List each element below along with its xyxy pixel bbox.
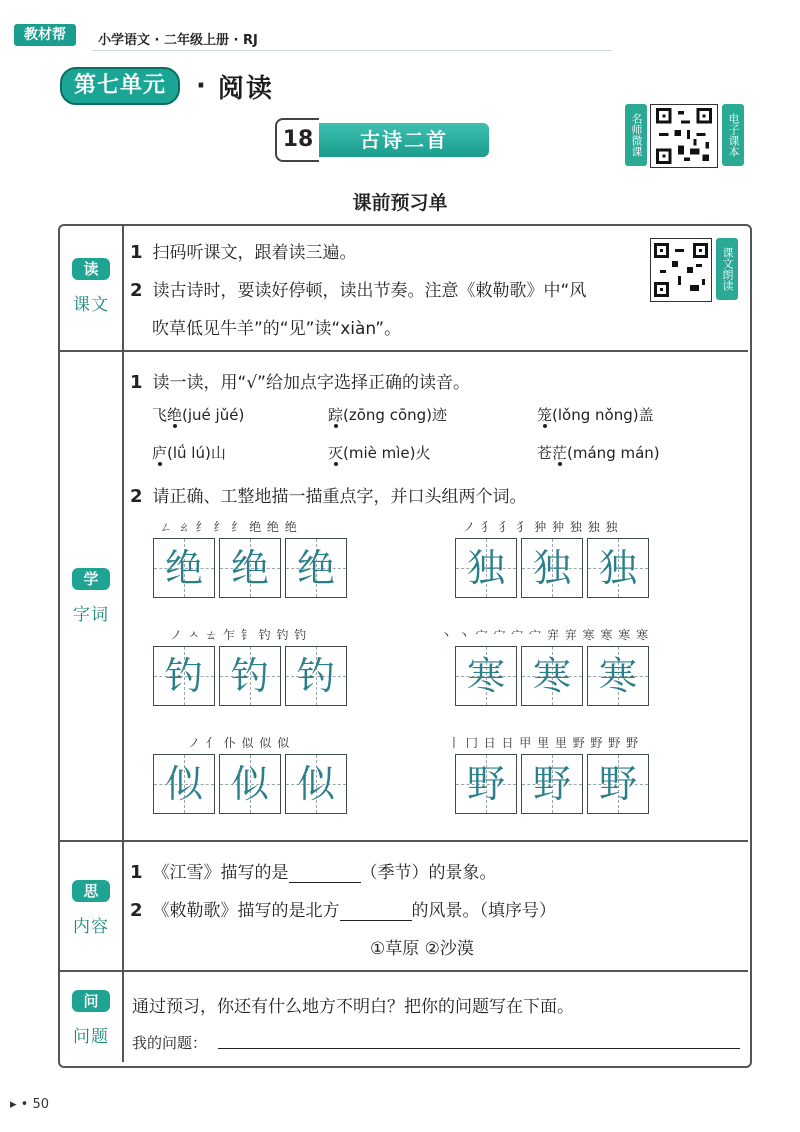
ask-prompt: 通过预习，你还有什么地方不明白？把你的问题写在下面。 [132,997,574,1017]
stroke-order: 丶 丶 宀 宀 宀 宀 宑 宑 寒 寒 寒 寒 [440,628,649,642]
qr-tag-right: 电子课本 [722,104,744,166]
think-options: ①草原 ②沙漠 [370,939,474,959]
think-question-1: 1 《江雪》描写的是 （季节）的景象。 [130,862,497,883]
tianzige-box[interactable]: 野 [587,754,649,814]
section-learn [60,568,122,625]
section-think-badge: 思 [72,880,110,902]
pinyin-item: 苍茫(máng mán) [537,444,660,462]
char-practice-group [455,646,649,706]
pinyin-item: 踪(zōng cōng)迹 [328,406,448,424]
tianzige-box[interactable]: 寒 [521,646,583,706]
unit-section: 阅读 [217,73,274,104]
section-read [60,258,122,315]
tianzige-box[interactable]: 寒 [455,646,517,706]
char-practice-group [153,538,347,598]
tianzige-box[interactable]: 似 [285,754,347,814]
lesson-number: 18 [275,118,319,162]
unit-title [60,68,274,104]
tianzige-box[interactable]: 绝 [153,538,215,598]
tianzige-box[interactable]: 独 [455,538,517,598]
section-ask-badge: 问 [72,990,110,1012]
char-practice-group [455,754,649,814]
section-read-label: 课文 [73,295,109,315]
pinyin-item: 笼(lǒng nǒng)盖 [537,406,654,424]
lesson-title: 古诗二首 [319,123,489,157]
qr-tag-recitation: 课文朗读 [716,238,738,300]
tianzige-box[interactable]: 绝 [285,538,347,598]
tianzige-box[interactable]: 似 [153,754,215,814]
brand-badge: 教材帮 [14,24,76,46]
read-question-2: 2 读古诗时，要读好停顿，读出节奏。注意《敕勒歌》中“风 [130,280,587,301]
tianzige-box[interactable]: 野 [455,754,517,814]
stroke-order: ノ 犭 犭 犭 狆 狆 独 独 独 [463,520,619,534]
tianzige-box[interactable]: 野 [521,754,583,814]
qr-code-icon [650,238,712,302]
pinyin-item: 飞绝(jué jǔé) [152,406,245,424]
qr-code-recitation[interactable] [650,238,742,302]
tianzige-box[interactable]: 独 [587,538,649,598]
section-ask-label: 问题 [73,1027,109,1047]
tianzige-box[interactable]: 独 [521,538,583,598]
row-divider-1 [60,350,748,352]
section-learn-badge: 学 [72,568,110,590]
section-ask [60,990,122,1047]
tianzige-box[interactable]: 绝 [219,538,281,598]
section-learn-label: 字词 [73,605,109,625]
sheet-title: 课前预习单 [352,192,448,214]
char-practice-group [153,754,347,814]
read-question-2-cont: 吹草低见牛羊”的“见”读“xiàn”。 [152,319,402,339]
answer-blank-scene[interactable] [340,920,412,921]
section-read-badge: 读 [72,258,110,280]
learn-question-1: 1 读一读，用“√”给加点字选择正确的读音。 [130,372,470,393]
qr-code-icon [650,104,718,168]
unit-label: 第七单元 [60,67,180,105]
row-divider-3 [60,970,748,972]
header-divider [92,50,612,51]
stroke-order: ノ ㅅ ㄊ 乍 钅 钓 钓 钓 [170,628,308,642]
qr-code-lesson[interactable] [625,104,747,168]
my-question-label: 我的问题： [132,1034,208,1052]
read-question-1: 1 扫码听课文，跟着读三遍。 [130,242,357,263]
unit-dot: · [196,71,206,101]
pinyin-item: 庐(lǘ lú)山 [152,444,226,462]
char-practice-group [455,538,649,598]
section-think [60,880,122,937]
char-practice-group [153,646,347,706]
qr-tag-left: 名师微课 [625,104,647,166]
lesson-heading [275,118,489,162]
stroke-order: 丨 冂 日 日 甲 里 里 野 野 野 野 [448,736,640,750]
learn-question-2: 2 请正确、工整地描一描重点字，并口头组两个词。 [130,486,527,507]
stroke-order: ㄥ ㄠ 纟 纟 纟 绝 绝 绝 [160,520,298,534]
tianzige-box[interactable]: 寒 [587,646,649,706]
tianzige-box[interactable]: 钓 [153,646,215,706]
row-divider-2 [60,840,748,842]
tianzige-box[interactable]: 钓 [219,646,281,706]
think-question-2: 2 《敕勒歌》描写的是北方 的风景。（填序号） [130,900,557,921]
my-question-line[interactable] [218,1048,740,1049]
tianzige-box[interactable]: 似 [219,754,281,814]
tianzige-box[interactable]: 钓 [285,646,347,706]
book-subtitle: 小学语文 · 二年级上册 · RJ [98,33,258,48]
answer-blank-season[interactable] [289,882,361,883]
pinyin-item: 灭(miè mìe)火 [328,444,431,462]
page-number: ▸ • 50 [10,1097,49,1112]
section-think-label: 内容 [73,917,109,937]
stroke-order: ノ 亻 仆 似 似 似 [188,736,291,750]
